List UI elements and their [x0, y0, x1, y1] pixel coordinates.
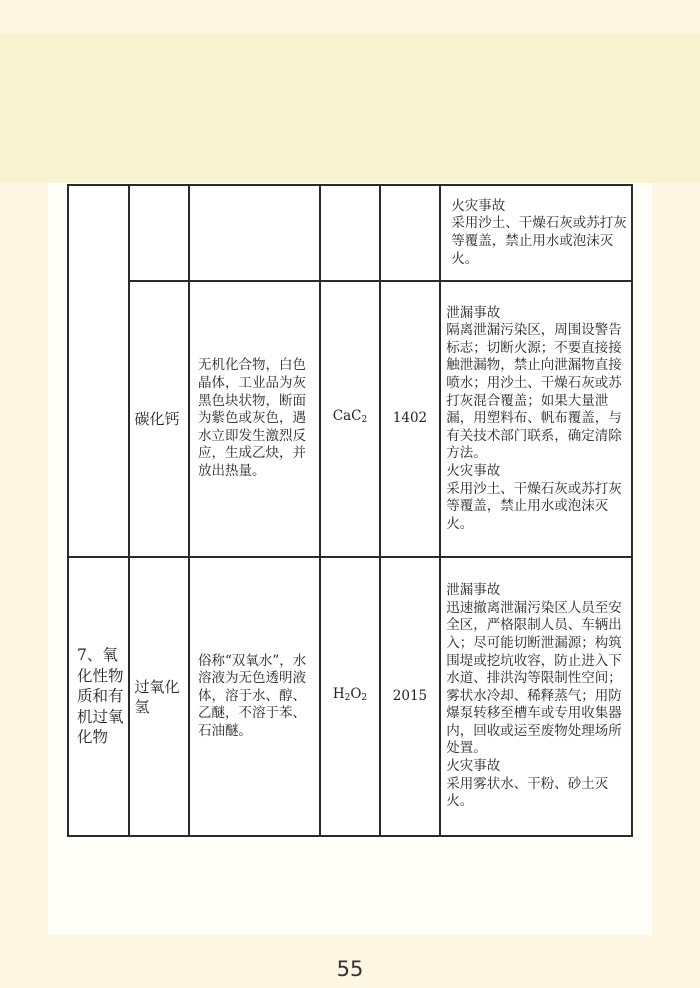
measures-cell	[440, 281, 632, 557]
table-row	[68, 557, 632, 836]
measure-heading: 火灾事故	[446, 758, 501, 775]
properties-cell: 俗称“双氧水”，水溶液为无色透明液体，溶于水、醇、乙醚，不溶于苯、石油醚。	[189, 557, 320, 836]
measures-cell	[440, 557, 632, 836]
name-cell: 过氧化氢	[129, 557, 190, 836]
measure-heading: 泄漏事故	[446, 582, 501, 599]
measure-text: 采用沙土、干燥石灰或苏打灰等覆盖，禁止用水或泡沫灭火。	[446, 480, 622, 532]
properties-cell: 无机化合物，白色晶体，工业品为灰黑色块状物，断面为紫色或灰色，遇水立即发生激烈反应，生成乙炔，并放出热量。	[189, 281, 320, 557]
page-number: 55	[336, 957, 364, 981]
properties-cell	[189, 185, 320, 281]
un-number-cell	[380, 185, 441, 281]
un-number-cell: 1402	[380, 281, 441, 557]
formula-cell: $H_2O_2$	[320, 557, 379, 836]
formula-cell	[320, 185, 379, 281]
measure-heading: 泄漏事故	[446, 304, 501, 321]
formula-cell: CaC$_2$	[320, 281, 379, 557]
category-cell: 7、氧化性物质和有机过氧化物	[68, 557, 129, 836]
un-number-cell: 2015	[380, 557, 441, 836]
category-cell	[68, 185, 129, 557]
hazmat-table	[67, 184, 633, 837]
measure-text: 采用沙土、干燥石灰或苏打灰等覆盖，禁止用水或泡沫灭火。	[451, 215, 627, 267]
measure-heading: 火灾事故	[451, 197, 506, 214]
table-row	[68, 281, 632, 557]
table-row	[68, 185, 632, 281]
measure-heading: 火灾事故	[446, 462, 501, 479]
name-cell: 碳化钙	[129, 281, 190, 557]
measure-text: 隔离泄漏污染区，周围设警告标志；切断火源；不要直接接触泄漏物，禁止向泄漏物直接喷水；用沙土、干燥石灰或苏打灰混合覆盖；如果大量泄漏，用塑料布、帆布覆盖，与有关技术部门联系，确定清除方法。	[446, 322, 622, 462]
measure-text: 迅速撤离泄漏污染区人员至安全区，严格限制人员、车辆出入；尽可能切断泄漏源；构筑围堤或挖坑收容，防止进入下水道、排洪沟等限制性空间；雾状水冷却、稀释蒸气；用防爆泵转移至槽车或专用收集器内，回收或运至废物处理场所处置。	[446, 599, 622, 757]
measures-cell	[440, 185, 632, 281]
header-band	[0, 33, 700, 183]
name-cell	[129, 185, 190, 281]
measure-text: 采用雾状水、干粉、砂土灭火。	[446, 775, 609, 810]
